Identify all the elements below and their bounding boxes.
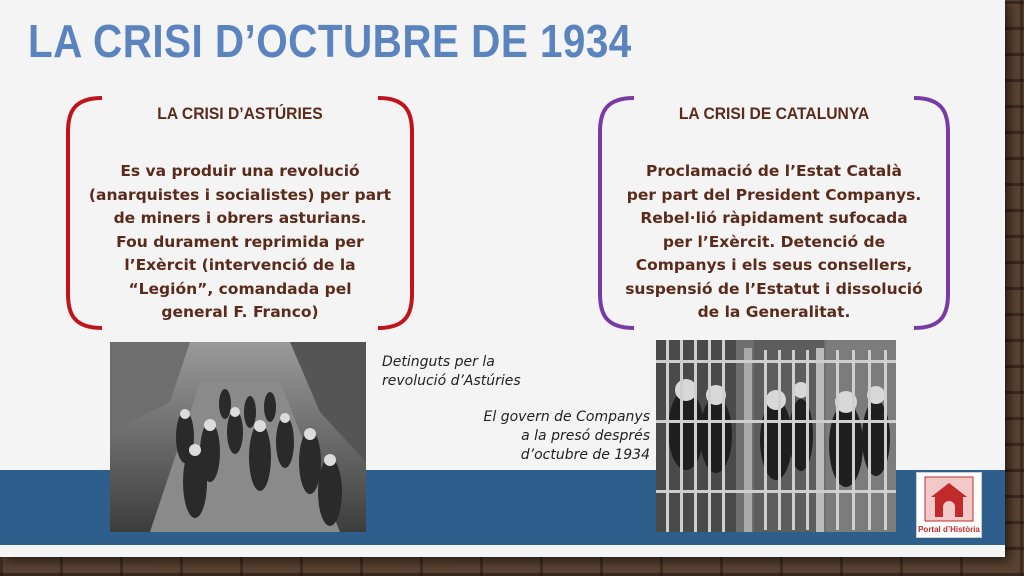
catalunya-box [594, 92, 954, 334]
asturias-line: general F. Franco) [161, 303, 319, 321]
catalunya-heading: LA CRISI DE CATALUNYA [678, 104, 870, 123]
left-photo-caption [382, 353, 521, 391]
catalunya-line: per part del President Companys. [626, 185, 922, 204]
companys-prison-photo [656, 340, 896, 532]
catalunya-line: Proclamació de l’Estat Català [646, 162, 902, 180]
asturias-line: Es va produir una revolució [120, 162, 360, 180]
asturias-line: Fou durament reprimida per [116, 232, 364, 251]
caption-line: El govern de Companys [483, 409, 650, 425]
catalunya-line: de la Generalitat. [697, 303, 851, 321]
asturias-heading: LA CRISI D’ASTÚRIES [157, 104, 323, 123]
catalunya-line: Companys i els seus consellers, [635, 256, 913, 274]
slide-title: LA CRISI D’OCTUBRE DE 1934 [28, 15, 632, 67]
catalunya-line: Rebel·lió ràpidament sufocada [640, 209, 908, 227]
catalunya-text [594, 160, 954, 325]
right-photo-caption [430, 408, 650, 465]
logo-label: Portal d’Història [918, 525, 980, 534]
catalunya-line: per l’Exèrcit. Detenció de [662, 232, 886, 251]
asturias-line: l’Exèrcit (intervenció de la [124, 256, 356, 274]
catalunya-line: suspensió de l’Estatut i dissolució [625, 279, 923, 298]
caption-line: d’octubre de 1934 [520, 447, 650, 463]
asturias-line: de miners i obrers asturians. [113, 209, 367, 227]
portal-historia-logo[interactable] [916, 472, 982, 538]
asturias-box [62, 92, 418, 334]
caption-line: a la presó després [521, 428, 650, 444]
caption-line: revolució d’Astúries [382, 373, 521, 389]
caption-line: Detinguts per la [382, 354, 495, 370]
house-arch-icon [917, 473, 981, 525]
asturias-detainees-photo [110, 342, 366, 532]
asturias-line: (anarquistes i socialistes) per part [88, 185, 392, 204]
asturias-text [62, 160, 418, 325]
asturias-line: “Legión”, comandada pel [128, 279, 352, 298]
